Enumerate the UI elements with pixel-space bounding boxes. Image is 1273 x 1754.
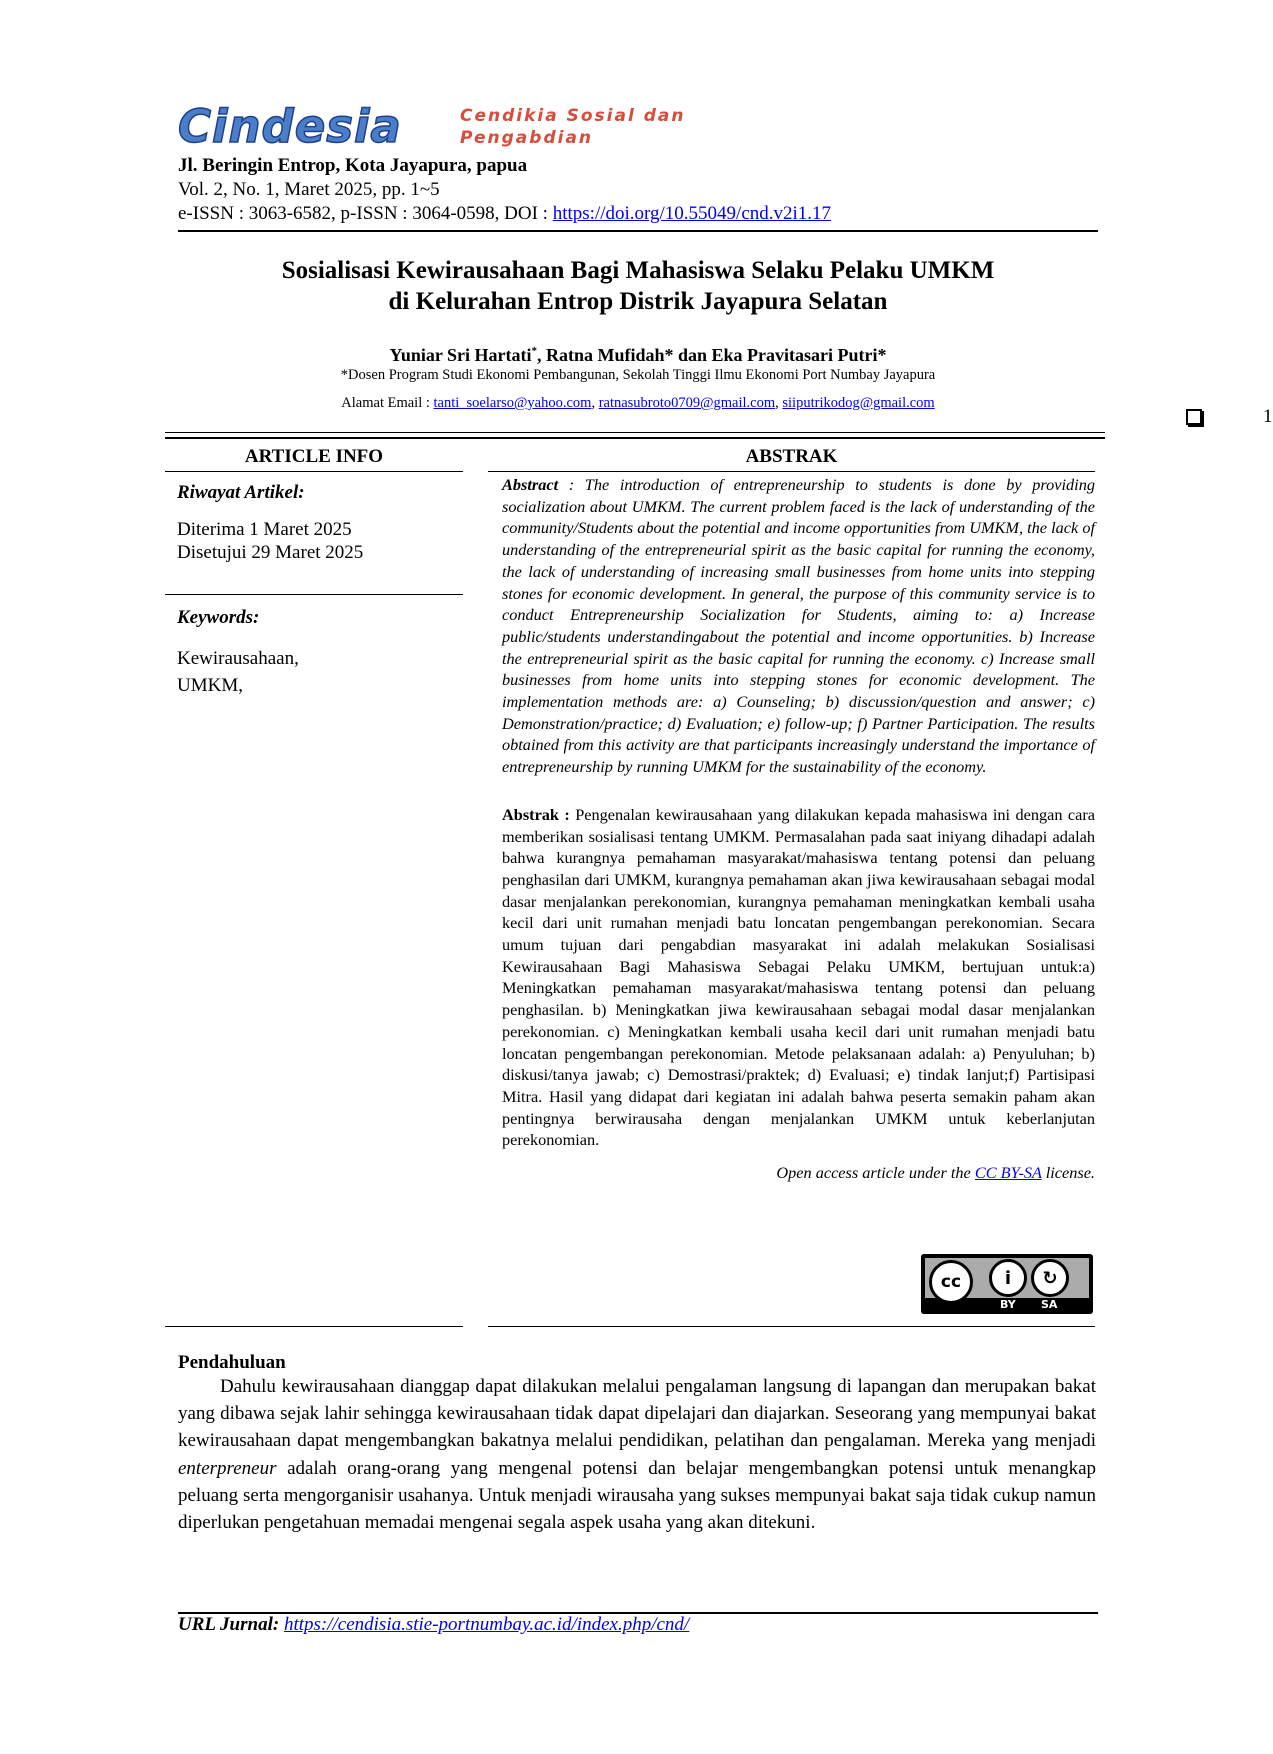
email-sep-2: , bbox=[775, 395, 783, 411]
logo-wordmark: Cindesia bbox=[178, 100, 402, 153]
email-label: Alamat Email : bbox=[341, 395, 434, 411]
badge-by-label: BY bbox=[1000, 1298, 1016, 1311]
intro-paragraph bbox=[178, 1373, 1096, 1536]
paragraph-part-2: adalah orang-orang yang mengenal potensi dan belajar mengembangkan potensi untuk menangkap peluang serta mengorganisir usahanya. Untuk menjadi wirausaha yang sukses mempunyai bakat saja tidak cukup namun diperlukan pengetahuan memadai mengenai segala aspek usaha yang akan ditekuni. bbox=[178, 1457, 1096, 1534]
email-link-2[interactable]: ratnasubroto0709@gmail.com bbox=[598, 395, 776, 411]
abstract-en-label: Abstract bbox=[502, 475, 559, 494]
abstract-id-text: Pengenalan kewirausahaan yang dilakukan kepada mahasiswa ini dengan cara memberikan sosialisasi tentang UMKM. Permasalahan pada saat iniyang dihadapi adalah bahwa kurangnya pemahaman masyarakat/mahasiswa tentang potensi dan peluang penghasilan dari UMKM, kurangnya pemahaman akan jiwa kewirausahaan sebagai modal dasar menjalankan perekonomian, kurangnya pemahaman meningkatkan kembali usaha kecil dari unit rumahan menjadi batu loncatan pengembangan perekonomian. Secara umum tujuan dari pengabdian masyarakat ini adalah melakukan Sosialisasi Kewirausahaan Bagi Mahasiswa Sebagai Pelaku UMKM, bertujuan untuk:a) Meningkatkan pemahaman masyarakat/mahasiswa tentang potensi dan peluang penghasilan. b) Meningkatkan jiwa kewirausahaan sebagai modal dasar menjalankan perekonomian. c) Meningkatkan kembali usaha kecil dari unit rumahan menjadi batu loncatan pengembangan perekonomian. Metode pelaksanaan adalah: a) Penyuluhan; b) diskusi/tanya jawab; c) Demostrasi/praktek; d) Evaluasi; e) tindak lanjut;f) Partisipasi Mitra. Hasil yang didapat dari kegiatan ini adalah bahwa peserta semakin paham akan pentingnya berwirausaha dengan menjalankan UMKM untuk keberlanjutan perekonomian. bbox=[502, 804, 1095, 1150]
article-info-heading: ARTICLE INFO bbox=[244, 446, 384, 467]
author-first-mark: * bbox=[531, 345, 537, 357]
article-info-column bbox=[165, 446, 463, 697]
journal-volume: Vol. 2, No. 1, Maret 2025, pp. 1~5 bbox=[178, 179, 440, 200]
abstract-column bbox=[488, 446, 1095, 1183]
email-line bbox=[178, 395, 1098, 412]
keywords-rule bbox=[165, 594, 463, 595]
license-line bbox=[488, 1163, 1095, 1183]
doi-link[interactable]: https://doi.org/10.55049/cnd.v2i1.17 bbox=[552, 203, 832, 224]
title-line-2: di Kelurahan Entrop Distrik Jayapura Selatan bbox=[388, 288, 888, 315]
issn-text: e-ISSN : 3063-6582, p-ISSN : 3064-0598, DOI : bbox=[178, 203, 553, 224]
footer-colon: : bbox=[272, 1614, 284, 1635]
title-line-1: Sosialisasi Kewirausahaan Bagi Mahasiswa Selaku Pelaku UMKM bbox=[281, 257, 995, 284]
paragraph-part-1: Dahulu kewirausahaan dianggap dapat dilakukan melalui pengalaman langsung di lapangan dan merupakan bakat yang dibawa sejak lahir sehingga kewirausahaan tidak dapat dipelajari dan diajarkan. Seseorang yang mempunyai bakat kewirausahaan dapat mengembangkan bakatnya melalui pendidikan, pelatihan dan pengalaman. Mereka yang menjadi bbox=[178, 1376, 1096, 1452]
paragraph-italic-term: enterpreneur bbox=[178, 1457, 277, 1479]
cc-icon: cc bbox=[929, 1260, 973, 1304]
journal-address: Jl. Beringin Entrop, Kota Jayapura, papua bbox=[178, 155, 528, 176]
keywords-label: Keywords: bbox=[177, 607, 260, 628]
share-alike-icon: ↻ bbox=[1031, 1259, 1069, 1297]
keyword-1: Kewirausahaan, bbox=[177, 648, 299, 669]
left-column-bottom-rule bbox=[165, 1326, 463, 1327]
abstract-id-label: Abstrak : bbox=[502, 804, 570, 824]
author-list bbox=[178, 340, 1098, 366]
history-label: Riwayat Artikel: bbox=[177, 482, 305, 503]
section-title: Pendahuluan bbox=[178, 1352, 286, 1373]
journal-url-link[interactable]: https://cendisia.stie-portnumbay.ac.id/index.php/cnd/ bbox=[283, 1614, 690, 1635]
section-divider bbox=[165, 432, 1105, 439]
journal-logo bbox=[178, 102, 738, 152]
badge-sa-label: SA bbox=[1041, 1298, 1058, 1311]
logo-tagline: Cendikia Sosial dan Pengabdian bbox=[460, 106, 686, 148]
checkbox-icon bbox=[1186, 409, 1202, 425]
abstract-rule bbox=[488, 471, 1095, 472]
journal-url-footer bbox=[178, 1614, 689, 1636]
header-rule bbox=[178, 230, 1098, 232]
affiliation: *Dosen Program Studi Ekonomi Pembangunan, Sekolah Tinggi Ilmu Ekonomi Port Numbay Jayapura bbox=[340, 367, 936, 383]
license-prefix: Open access article under the bbox=[776, 1163, 975, 1183]
paper-title bbox=[178, 255, 1098, 317]
abstract-english bbox=[502, 474, 1095, 778]
abstract-en-text: : The introduction of entrepreneurship to students is done by providing socialization about UMKM. The current problem faced is the lack of understanding of the community/Students about the potential and income opportunities from UMKM, the lack of understanding of the entrepreneurial spirit as the basic capital for running the economy, the lack of understanding of increasing small businesses from home units into stepping stones for economic development. In general, the purpose of this community service is to conduct Entrepreneurship Socialization for Students, aiming to: a) Increase public/students understandingabout the potential and income opportunities. b) Increase the entrepreneurial spirit as the basic capital for running the economy. c) Increase small businesses from home units into stepping stones for economic development. The implementation methods are: a) Counseling; b) discussion/question and answer; c) Demonstration/practice; d) Evaluation; e) follow-up; f) Partner Participation. The results obtained from this activity are that participants increasingly understand the importance of entrepreneurship by running UMKM for the sustainability of the economy. bbox=[502, 475, 1095, 777]
article-info-rule bbox=[165, 471, 463, 472]
accepted-date: Disetujui 29 Maret 2025 bbox=[177, 542, 364, 563]
email-sep-1: , bbox=[591, 395, 599, 411]
license-suffix: license. bbox=[1041, 1163, 1095, 1183]
author-first: Yuniar Sri Hartati bbox=[389, 345, 532, 365]
cc-by-sa-badge[interactable] bbox=[921, 1254, 1093, 1314]
abstract-heading: ABSTRAK bbox=[745, 446, 838, 467]
abstract-indonesian bbox=[502, 804, 1095, 1151]
license-link[interactable]: CC BY-SA bbox=[974, 1163, 1042, 1183]
footer-label: URL Jurnal bbox=[178, 1614, 273, 1635]
received-date: Diterima 1 Maret 2025 bbox=[177, 519, 352, 540]
page-number: 1 bbox=[1263, 406, 1273, 427]
email-link-1[interactable]: tanti_soelarso@yahoo.com bbox=[433, 395, 592, 411]
attribution-icon: i bbox=[989, 1259, 1027, 1297]
right-column-bottom-rule bbox=[488, 1326, 1095, 1327]
keyword-2: UMKM, bbox=[177, 675, 243, 696]
email-link-3[interactable]: siiputrikodog@gmail.com bbox=[782, 395, 935, 411]
author-rest: , Ratna Mufidah* dan Eka Pravitasari Putri* bbox=[536, 345, 887, 365]
